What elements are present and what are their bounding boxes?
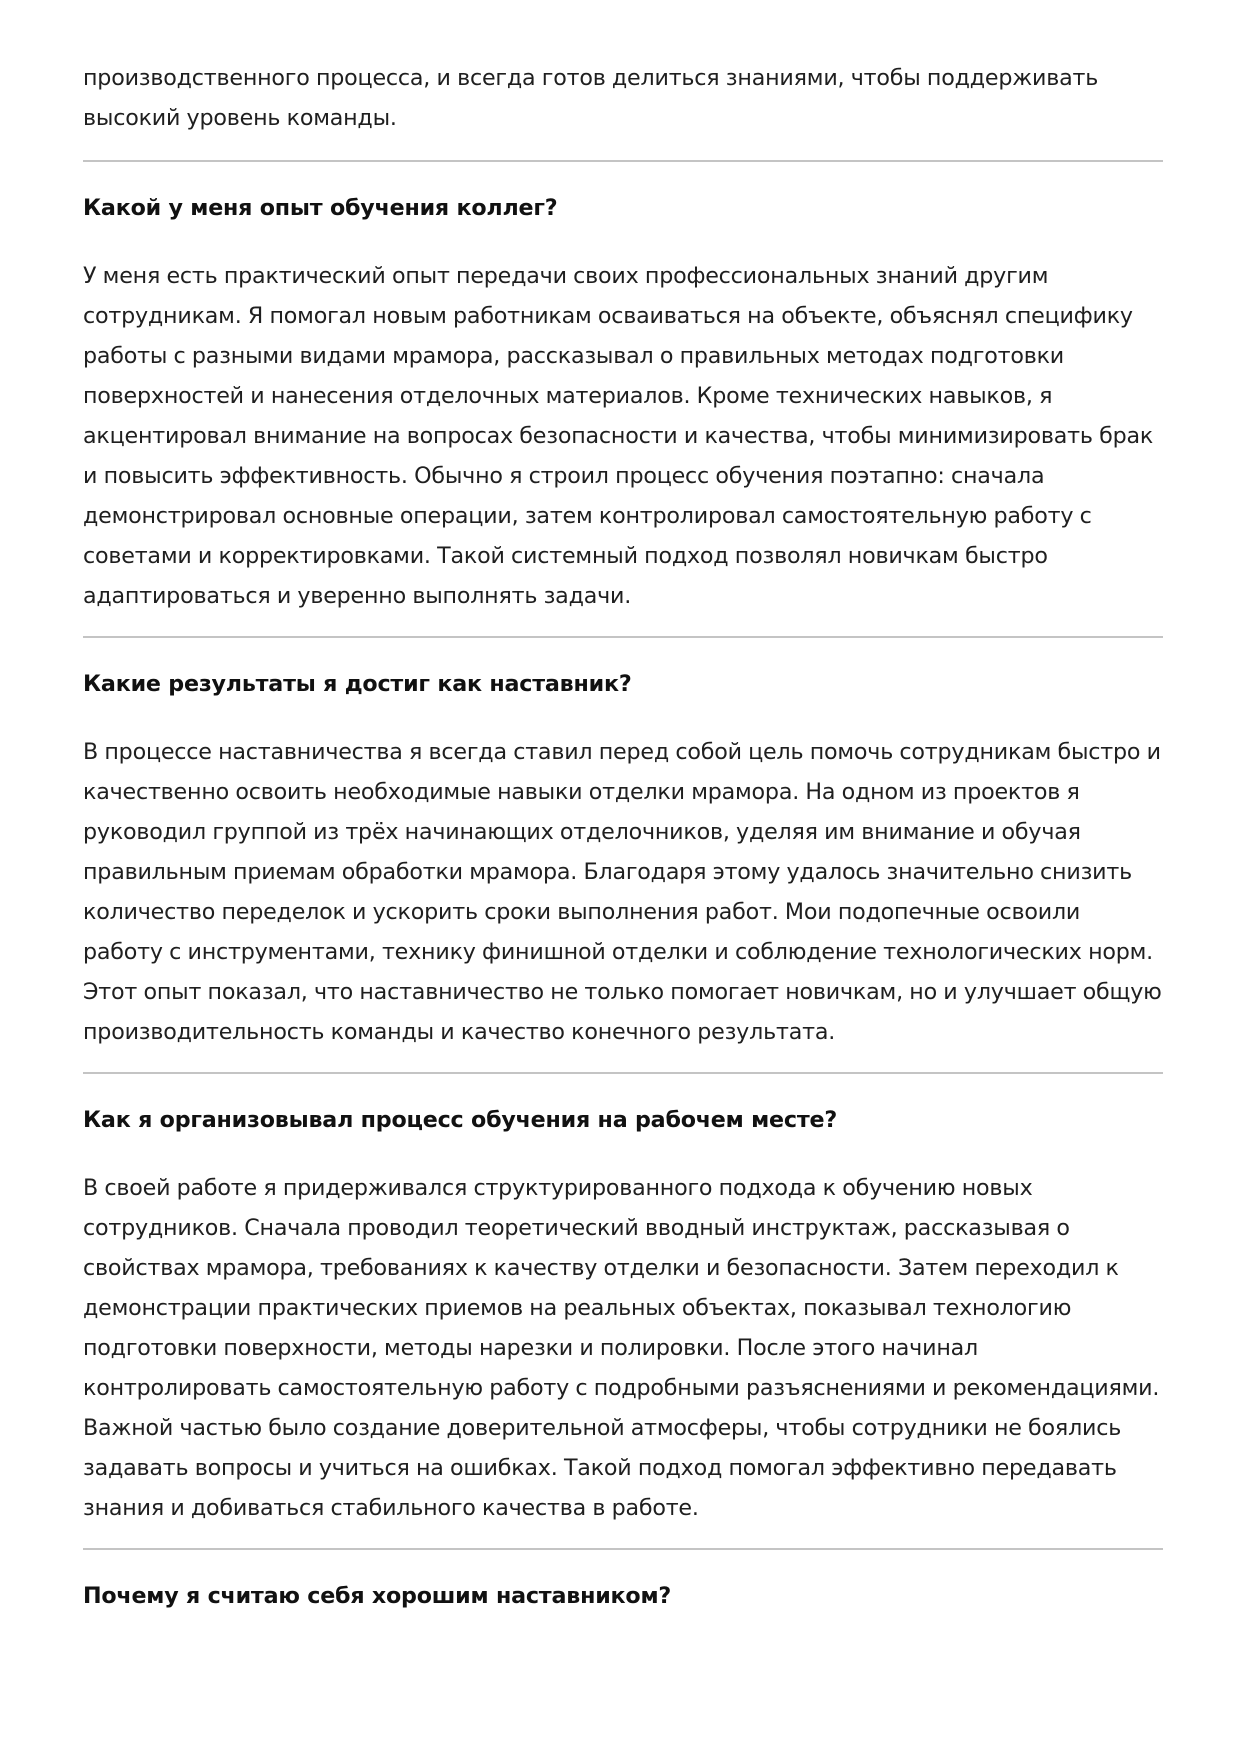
section-body-mentor-results: В процессе наставничества я всегда ставил перед собой цель помочь сотрудникам быстро и качественно освоить необходимые навыки отделки мрамора. На одном из проектов я руководил группой из трёх начинающих отделочников, уделяя им внимание и обучая правильным приемам обработки мрамора. Благодаря этому удалось значительно снизить количество переделок и ускорить сроки выполнения работ. Мои подопечные освоили работу с инструментами, технику финишной отделки и соблюдение технологических норм. Этот опыт показал, что наставничество не только помогает новичкам, но и улучшает общую производительность команды и качество конечного результата.	[83, 739, 1162, 1045]
section-body-teaching-experience: У меня есть практический опыт передачи своих профессиональных знаний другим сотрудникам. Я помогал новым работникам осваиваться на объекте, объяснял специфику работы с разными видами мрамора, рассказывал о правильных методах подготовки поверхностей и нанесения отделочных материалов. Кроме технических навыков, я акцентировал внимание на вопросах безопасности и качества, чтобы минимизировать брак и повысить эффективность. Обычно я строил процесс обучения поэтапно: сначала демонстрировал основные операции, затем контролировал самостоятельную работу с советами и корректировками. Такой системный подход позволял новичкам быстро адаптироваться и уверенно выполнять задачи.	[83, 263, 1154, 609]
section-divider	[83, 160, 1163, 162]
section-divider	[83, 1072, 1163, 1074]
section-heading-mentor-results: Какие результаты я достиг как наставник?	[83, 671, 632, 697]
section-heading-teaching-experience: Какой у меня опыт обучения коллег?	[83, 195, 558, 221]
intro-paragraph: производственного процесса, и всегда готов делиться знаниями, чтобы поддерживать высокий уровень команды.	[83, 65, 1099, 131]
document-page	[83, 58, 1163, 1612]
section-heading-good-mentor: Почему я считаю себя хорошим наставником?	[83, 1583, 672, 1609]
section-heading-workplace-training: Как я организовывал процесс обучения на рабочем месте?	[83, 1107, 838, 1133]
section-body-workplace-training: В своей работе я придерживался структурированного подхода к обучению новых сотрудников. Сначала проводил теоретический вводный инструктаж, рассказывая о свойствах мрамора, требованиях к качеству отделки и безопасности. Затем переходил к демонстрации практических приемов на реальных объектах, показывал технологию подготовки поверхности, методы нарезки и полировки. После этого начинал контролировать самостоятельную работу с подробными разъяснениями и рекомендациями. Важной частью было создание доверительной атмосферы, чтобы сотрудники не боялись задавать вопросы и учиться на ошибках. Такой подход помогал эффективно передавать знания и добиваться стабильного качества в работе.	[83, 1175, 1160, 1521]
section-divider	[83, 636, 1163, 638]
section-divider	[83, 1548, 1163, 1550]
